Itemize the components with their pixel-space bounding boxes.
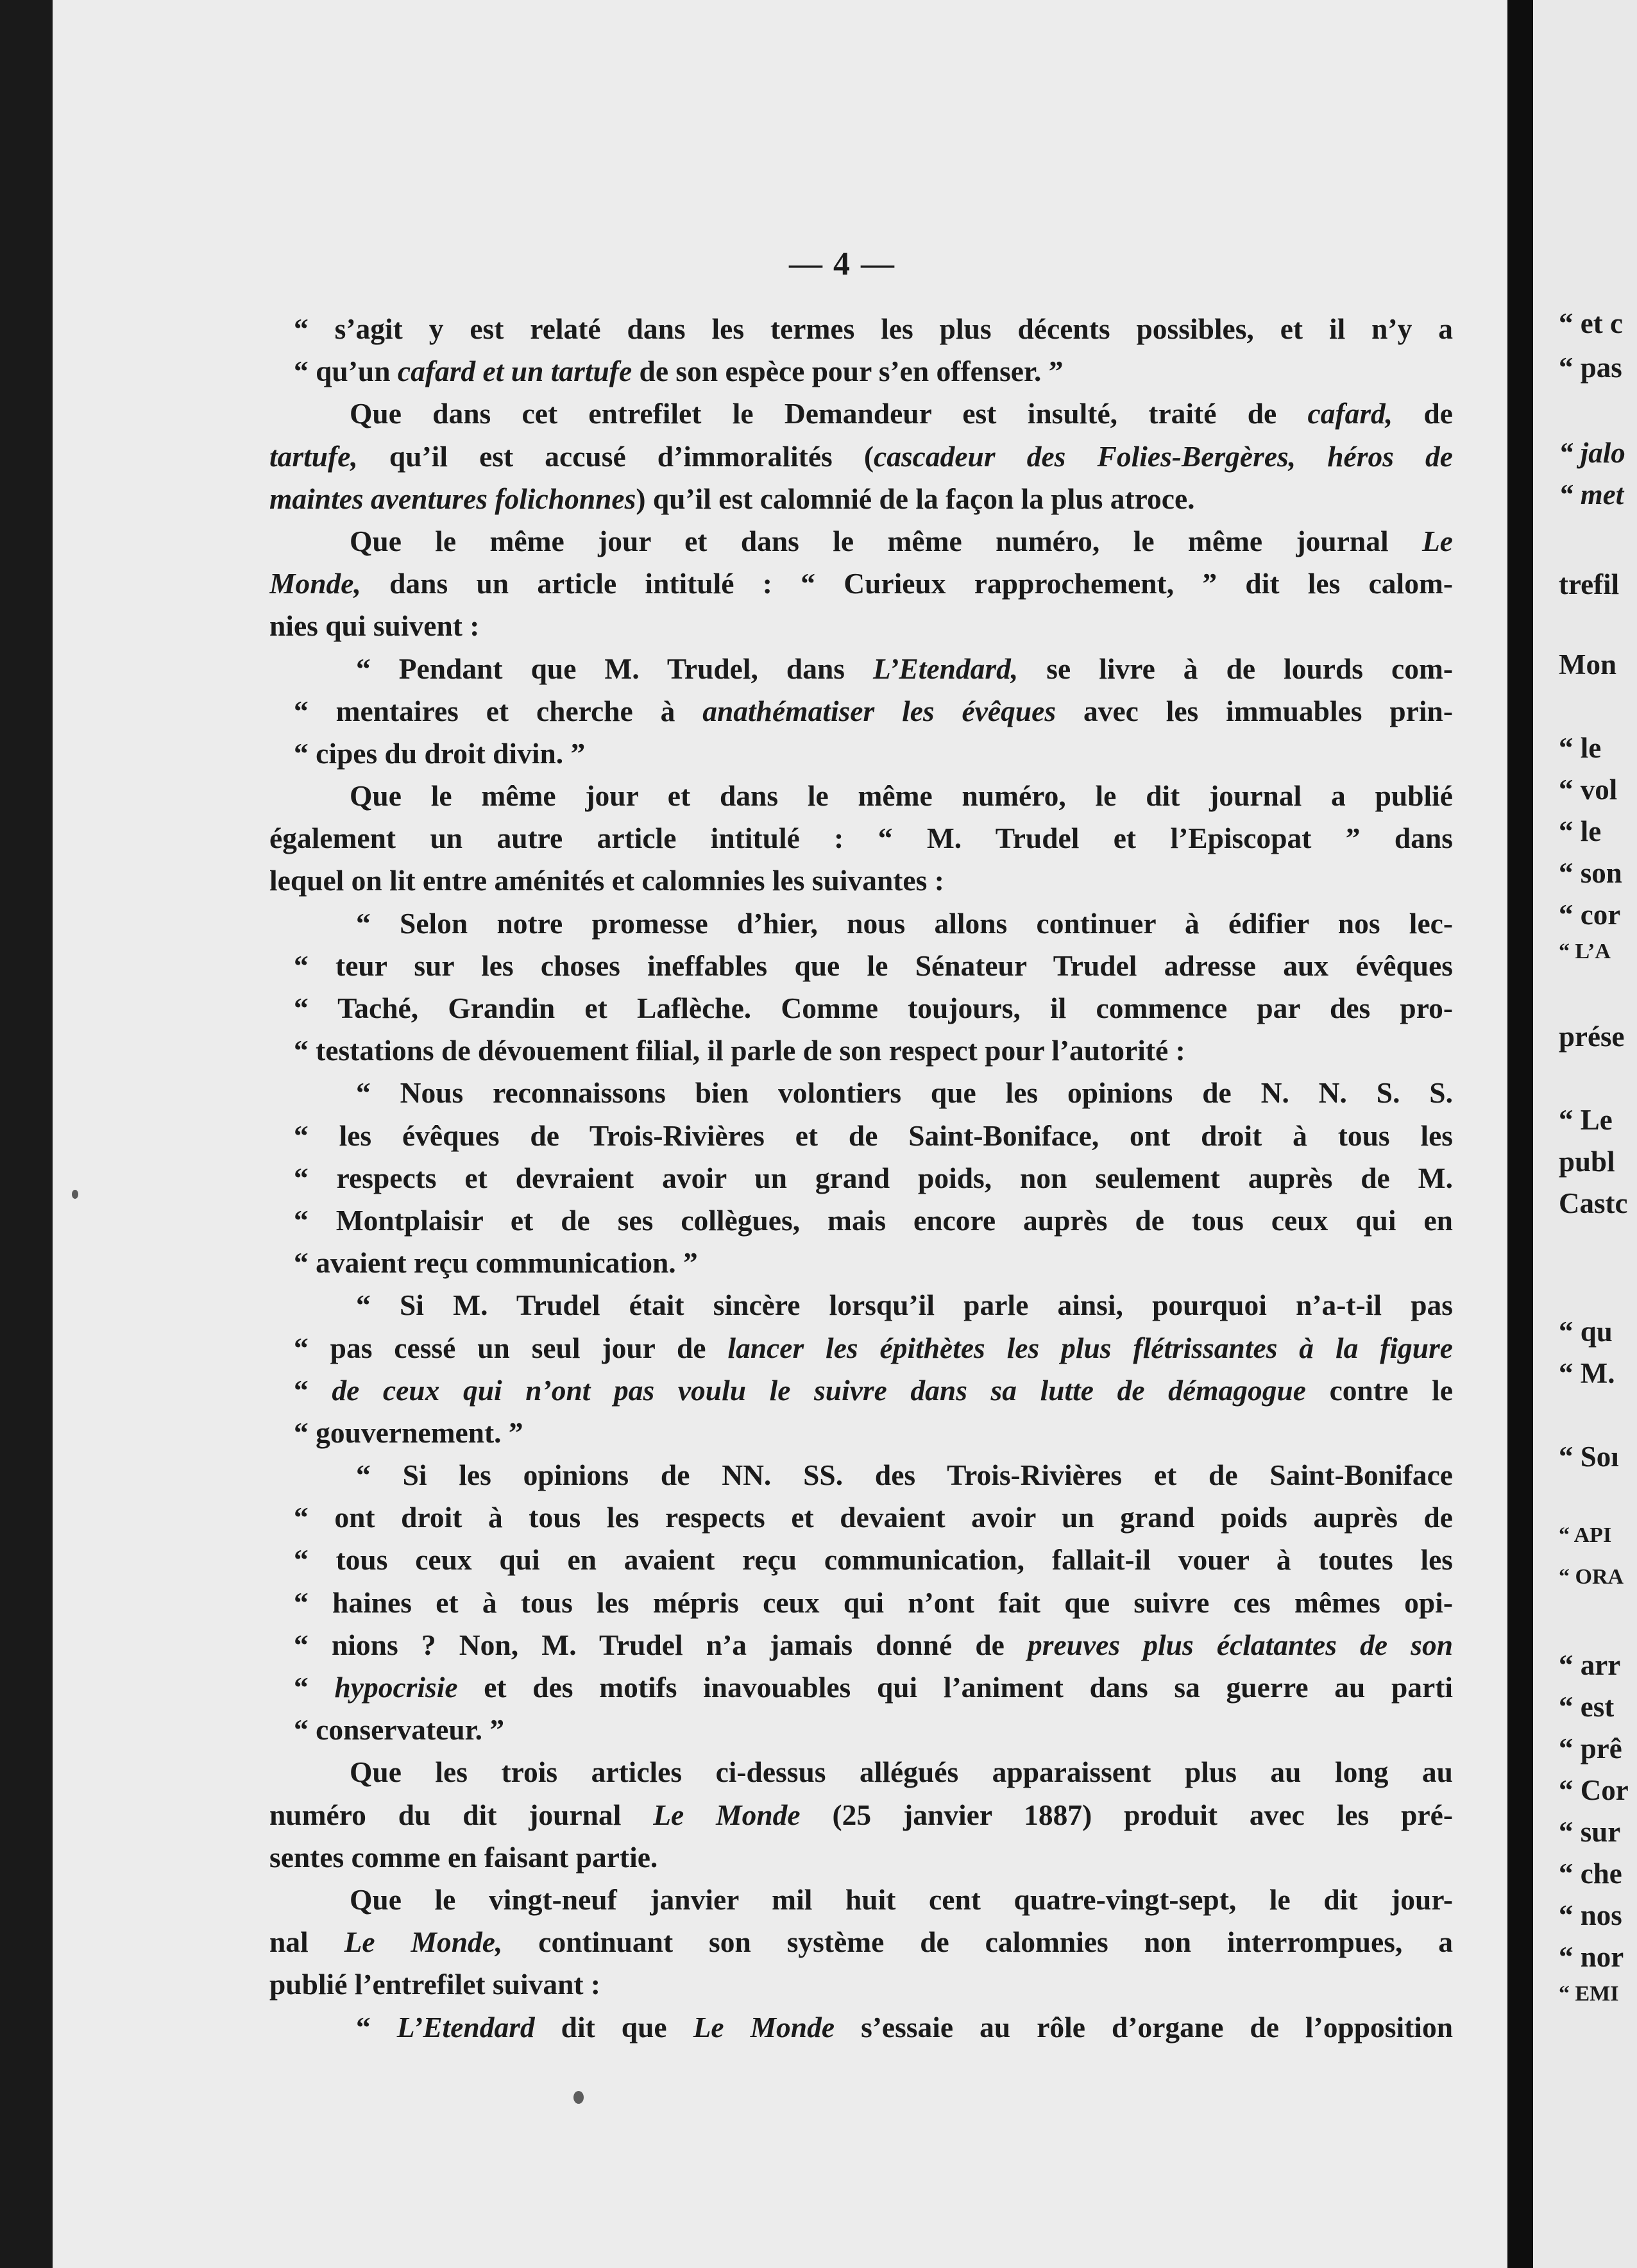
italic-run: L’Etendard xyxy=(396,2010,535,2044)
text-line xyxy=(269,1369,1453,1412)
text-line xyxy=(269,308,1453,350)
ink-speck xyxy=(72,1190,78,1199)
italic-run: L’Etendard, xyxy=(873,652,1019,685)
adjacent-text-fragment: “ vol xyxy=(1559,774,1618,806)
book-gutter xyxy=(1507,0,1533,2268)
text-run: “ gouvernement. ” xyxy=(294,1416,523,1449)
adjacent-text-fragment: “ nor xyxy=(1559,1941,1624,1973)
text-run: (25 janvier 1887) produit avec les pré- xyxy=(800,1798,1453,1831)
text-run: “ mentaires et cherche à xyxy=(294,694,703,727)
text-run: “ nions ? Non, M. Trudel n’a jamais donné de xyxy=(294,1628,1028,1661)
text-run: “ Montplaisir et de ses collègues, mais encore auprès de tous ceux qui en xyxy=(294,1203,1453,1237)
text-run: se livre à de lourds com- xyxy=(1018,652,1453,685)
text-line xyxy=(269,1029,1453,1072)
text-run: “ s’agit y est relaté dans les termes les plus décents possibles, et il n’y a xyxy=(294,312,1453,345)
adjacent-text-fragment: “ le xyxy=(1559,732,1602,764)
adjacent-text-fragment: “ Soı xyxy=(1559,1441,1619,1473)
text-run: “ les évêques de Trois-Rivières et de Saint-Boniface, ont droit à tous les xyxy=(294,1119,1453,1152)
text-line xyxy=(269,1242,1453,1284)
italic-run: Le Monde, xyxy=(344,1925,503,1959)
text-run: “ cipes du droit divin. ” xyxy=(294,736,586,770)
text-line xyxy=(269,1582,1453,1624)
text-run: nies qui suivent : xyxy=(269,609,480,643)
adjacent-text-fragment: publ xyxy=(1559,1146,1615,1178)
italic-run: Le xyxy=(1422,524,1453,557)
text-line xyxy=(269,690,1453,732)
text-line xyxy=(269,1199,1453,1242)
text-run: s’essaie au rôle d’organe de l’opposition xyxy=(835,2010,1453,2044)
text-run: “ xyxy=(356,2010,397,2044)
text-line xyxy=(269,563,1453,605)
text-run: Que les trois articles ci-dessus allégués apparaissent plus au long au xyxy=(350,1756,1453,1789)
adjacent-text-fragment: “ arr xyxy=(1559,1649,1621,1681)
text-line xyxy=(269,1115,1453,1157)
text-run: “ tous ceux qui en avaient reçu communication, fallait-il vouer à toutes les xyxy=(294,1543,1453,1577)
page-number: — 4 — xyxy=(789,246,895,282)
text-line xyxy=(269,478,1453,520)
adjacent-text-fragment: “ qu xyxy=(1559,1316,1613,1348)
adjacent-text-fragment: “ et c xyxy=(1559,307,1623,339)
text-line xyxy=(269,859,1453,902)
text-run: dans un article intitulé : “ Curieux rapprochement, ” dit les calom- xyxy=(360,567,1453,600)
text-line xyxy=(269,1666,1453,1709)
text-run: continuant son système de calomnies non interrompues, a xyxy=(502,1925,1453,1959)
adjacent-text-fragment: “ pas xyxy=(1559,351,1622,384)
text-line xyxy=(269,987,1453,1029)
text-line xyxy=(269,902,1453,945)
text-line xyxy=(269,1879,1453,1921)
adjacent-text-fragment: “ son xyxy=(1559,857,1622,889)
text-line xyxy=(269,436,1453,478)
italic-run: tartufe, xyxy=(269,439,358,473)
text-run: Que le vingt-neuf janvier mil huit cent quatre-vingt-sept, le dit jour- xyxy=(350,1883,1453,1916)
text-run: “ avaient reçu communication. ” xyxy=(294,1246,698,1280)
text-line xyxy=(269,817,1453,859)
text-run: de son espèce pour s’en offenser. ” xyxy=(632,355,1064,388)
adjacent-text-fragment: “ Le xyxy=(1559,1104,1613,1136)
adjacent-text-fragment: “ Cor xyxy=(1559,1774,1629,1806)
text-run: qu’il est accusé d’immoralités ( xyxy=(357,439,874,473)
text-run: “ xyxy=(294,1671,335,1704)
adjacent-text-fragment: “ M. xyxy=(1559,1357,1615,1389)
text-line xyxy=(269,2006,1453,2049)
text-run: “ qu’un xyxy=(294,355,398,388)
adjacent-text-fragment: “ API xyxy=(1559,1523,1612,1547)
text-line xyxy=(269,1327,1453,1369)
text-line xyxy=(269,775,1453,817)
text-line xyxy=(269,1794,1453,1836)
text-run: “ teur sur les choses ineffables que le Sénateur Trudel adresse aux évêques xyxy=(294,949,1453,982)
body-text xyxy=(269,308,1453,2049)
text-run: “ testations de dévouement filial, il parle de son respect pour l’autorité : xyxy=(294,1034,1185,1067)
text-line xyxy=(269,1624,1453,1666)
adjacent-text-fragment: Mon xyxy=(1559,648,1616,681)
text-run: et des motifs inavouables qui l’animent dans sa guerre au parti xyxy=(457,1671,1453,1704)
text-run: “ Pendant que M. Trudel, dans xyxy=(356,652,873,685)
text-line xyxy=(269,1751,1453,1793)
italic-run: Monde, xyxy=(269,567,361,600)
adjacent-text-fragment: trefil xyxy=(1559,568,1620,600)
text-line xyxy=(269,1963,1453,2006)
text-run: “ Nous reconnaissons bien volontiers que les opinions de N. N. S. S. xyxy=(356,1076,1453,1110)
text-line xyxy=(269,1709,1453,1751)
text-run: ) qu’il est calomnié de la façon la plus atroce. xyxy=(636,482,1195,515)
text-run: Que le même jour et dans le même numéro, le dit journal a publié xyxy=(350,779,1453,813)
italic-run: anathématiser les évêques xyxy=(702,694,1056,727)
text-run: Que le même jour et dans le même numéro, le même journal xyxy=(350,524,1422,557)
italic-run: lancer les épithètes les plus flétrissantes à la figure xyxy=(727,1331,1453,1364)
adjacent-text-fragment: “ jalo xyxy=(1559,437,1625,469)
italic-run: hypocrisie xyxy=(334,1671,458,1704)
adjacent-text-fragment: “ sur xyxy=(1559,1816,1621,1848)
text-run: sentes comme en faisant partie. xyxy=(269,1840,658,1874)
italic-run: de ceux qui n’ont pas voulu le suivre dans sa lutte de démagogue xyxy=(332,1373,1306,1407)
text-line xyxy=(269,1072,1453,1114)
italic-run: Le Monde xyxy=(693,2010,835,2044)
italic-run: cafard et un tartufe xyxy=(397,355,632,388)
text-run: publié l’entrefilet suivant : xyxy=(269,1968,601,2001)
text-run: “ haines et à tous les mépris ceux qui n’ont fait que suivre ces mêmes opi- xyxy=(294,1586,1453,1619)
text-run: “ conservateur. ” xyxy=(294,1713,505,1747)
text-run: “ Si les opinions de NN. SS. des Trois-Rivières et de Saint-Boniface xyxy=(356,1459,1453,1492)
scan-left-border xyxy=(0,0,53,2268)
text-run: avec les immuables prin- xyxy=(1056,694,1453,727)
text-line xyxy=(269,1539,1453,1581)
text-run: également un autre article intitulé : “ M. Trudel et l’Episcopat ” dans xyxy=(269,822,1453,855)
text-line xyxy=(269,1836,1453,1879)
text-run: lequel on lit entre aménités et calomnies les suivantes : xyxy=(269,864,944,897)
text-run: nal xyxy=(269,1925,344,1959)
text-run: contre le xyxy=(1306,1373,1453,1407)
italic-run: maintes aventures folichonnes xyxy=(269,482,636,515)
adjacent-text-fragment: “ prê xyxy=(1559,1732,1622,1764)
adjacent-text-fragment: “ est xyxy=(1559,1691,1615,1723)
text-run: numéro du dit journal xyxy=(269,1798,654,1831)
adjacent-text-fragment: “ L’A xyxy=(1559,940,1611,963)
text-line xyxy=(269,1921,1453,1963)
text-run: “ pas cessé un seul jour de xyxy=(294,1331,728,1364)
text-line xyxy=(269,1454,1453,1496)
text-run: dit que xyxy=(534,2010,693,2044)
text-run: “ xyxy=(294,1373,332,1407)
italic-run: cafard, xyxy=(1307,397,1393,430)
text-line xyxy=(269,1157,1453,1199)
ink-speck xyxy=(573,2091,584,2104)
text-line xyxy=(269,1412,1453,1454)
text-run: “ Taché, Grandin et Laflèche. Comme toujours, il commence par des pro- xyxy=(294,992,1453,1024)
adjacent-text-fragment: “ ORA xyxy=(1559,1565,1624,1589)
adjacent-text-fragment: “ EMI xyxy=(1559,1982,1619,2006)
text-run: Que dans cet entrefilet le Demandeur est insulté, traité de xyxy=(350,397,1308,430)
text-run: “ Si M. Trudel était sincère lorsqu’il parle ainsi, pourquoi n’a-t-il pas xyxy=(356,1289,1453,1322)
italic-run: cascadeur des Folies-Bergères, héros de xyxy=(874,439,1453,473)
adjacent-text-fragment: “ che xyxy=(1559,1858,1622,1890)
italic-run: preuves plus éclatantes de son xyxy=(1028,1628,1453,1661)
text-run: de xyxy=(1393,397,1453,430)
text-line xyxy=(269,350,1453,393)
text-line xyxy=(269,945,1453,987)
text-line xyxy=(269,520,1453,563)
adjacent-text-fragment: prése xyxy=(1559,1020,1625,1053)
italic-run: Le Monde xyxy=(653,1798,801,1831)
adjacent-text-fragment: “ le xyxy=(1559,815,1602,847)
adjacent-text-fragment: “ cor xyxy=(1559,899,1621,931)
text-line xyxy=(269,1496,1453,1539)
adjacent-text-fragment: Castc xyxy=(1559,1187,1628,1219)
text-line xyxy=(269,393,1453,435)
text-line xyxy=(269,605,1453,647)
text-run: “ Selon notre promesse d’hier, nous allons continuer à édifier nos lec- xyxy=(356,906,1453,940)
text-line xyxy=(269,648,1453,690)
text-run: “ ont droit à tous les respects et devaient avoir un grand poids auprès de xyxy=(294,1501,1453,1534)
adjacent-text-fragment: “ nos xyxy=(1559,1899,1622,1931)
text-line xyxy=(269,1284,1453,1326)
text-run: “ respects et devraient avoir un grand poids, non seulement auprès de M. xyxy=(294,1161,1453,1194)
text-line xyxy=(269,732,1453,775)
adjacent-text-fragment: “ met xyxy=(1559,478,1624,511)
